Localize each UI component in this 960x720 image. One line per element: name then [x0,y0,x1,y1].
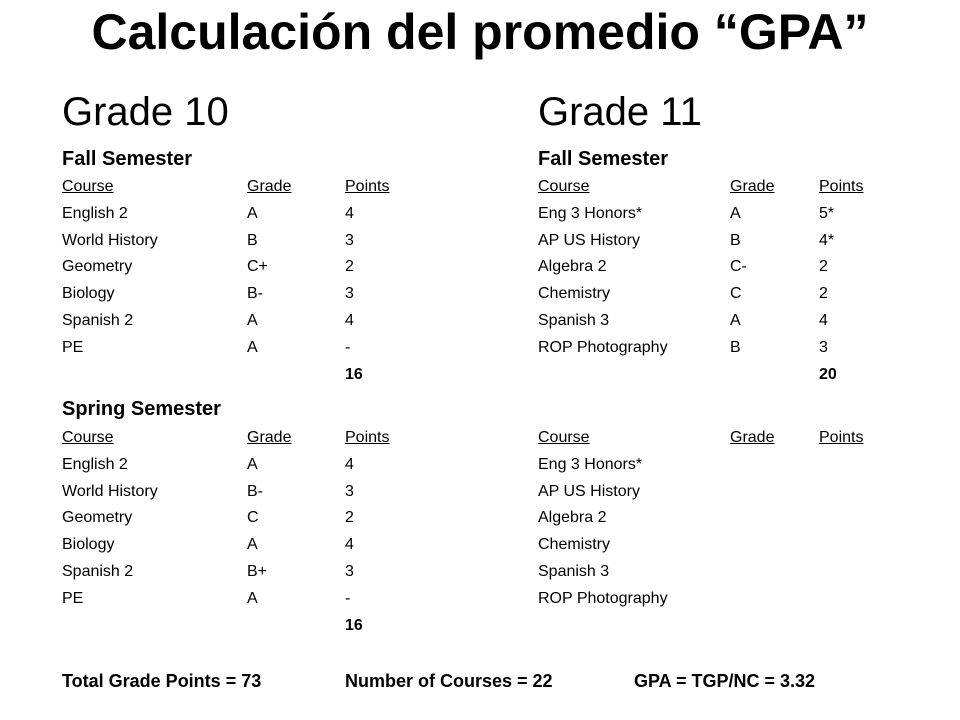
course-points: 4* [819,231,835,249]
course-grade: A [247,312,258,329]
course-column-header: Course [538,429,590,446]
course-name: Algebra 2 [538,258,607,276]
course-grade: A [247,536,258,554]
course-points: 3 [819,338,828,356]
course-grade: A [247,204,258,222]
course-name: English 2 [62,455,128,473]
course-points: 2 [819,258,828,276]
gpa-result: GPA = TGP/NC = 3.32 [634,671,816,691]
grade-10-heading: Grade 10 [62,90,229,134]
course-points: 3 [345,563,354,580]
course-name: World History [62,231,158,249]
course-grade: B- [247,482,263,500]
grade-column-header: Grade [247,178,292,195]
course-points: 3 [345,285,354,303]
course-name: Biology [62,536,115,554]
course-points: 2 [345,258,354,276]
course-points: 4 [345,204,354,222]
course-name: Biology [62,285,115,303]
course-column-header: Course [62,178,114,195]
course-grade: B [247,231,258,249]
points-total: 16 [345,365,363,383]
course-column-header: Course [538,178,590,195]
course-grade: B [730,338,741,356]
course-points: - [345,338,351,356]
points-total: 20 [819,365,837,383]
points-total: 16 [345,616,363,634]
course-name: ROP Photography [538,589,668,607]
grade-column-header: Grade [730,429,775,446]
grade-10-fall-heading: Fall Semester [62,148,193,170]
course-name: Eng 3 Honors* [538,204,643,222]
course-name: PE [62,589,84,607]
grade-column-header: Grade [730,178,775,195]
course-name: Geometry [62,509,133,527]
course-name: ROP Photography [538,338,668,356]
course-grade: A [247,455,258,473]
course-name: PE [62,338,84,356]
course-points: 2 [345,509,354,527]
course-grade: C- [730,258,747,276]
course-grade: A [247,589,258,607]
course-grade: C [247,509,259,527]
course-grade: C [730,285,742,303]
course-points: 5* [819,204,835,222]
course-name: Eng 3 Honors* [538,455,643,473]
course-name: Chemistry [538,536,611,554]
course-name: Geometry [62,258,133,276]
course-points: 4 [345,455,354,473]
course-grade: A [730,204,741,222]
grade-10-spring-heading: Spring Semester [62,398,221,420]
course-name: Spanish 3 [538,312,610,329]
course-name: Spanish 2 [62,312,134,329]
course-name: AP US History [538,482,640,500]
course-name: AP US History [538,231,640,249]
course-name: Spanish 2 [62,563,134,580]
grade-column-header: Grade [247,429,292,446]
course-grade: B+ [247,563,268,580]
course-name: World History [62,482,158,500]
course-grade: C+ [247,258,268,276]
course-points: 3 [345,231,354,249]
points-column-header: Points [819,178,864,195]
points-column-header: Points [345,429,390,446]
total-grade-points: Total Grade Points = 73 [62,671,262,691]
course-grade: B [730,231,741,249]
course-points: 2 [819,285,828,303]
course-points: 4 [819,312,828,329]
course-grade: B- [247,285,263,303]
course-name: English 2 [62,204,128,222]
points-column-header: Points [819,429,864,446]
points-column-header: Points [345,178,390,195]
grade-11-heading: Grade 11 [538,90,702,134]
course-points: 4 [345,312,354,329]
course-name: Algebra 2 [538,509,607,527]
course-column-header: Course [62,429,114,446]
course-points: 3 [345,482,354,500]
course-points: 4 [345,536,354,554]
course-grade: A [247,338,258,356]
course-points: - [345,589,351,607]
course-name: Chemistry [538,285,611,303]
grade-11-fall-heading: Fall Semester [538,148,669,170]
number-of-courses: Number of Courses = 22 [345,671,553,691]
course-name: Spanish 3 [538,563,610,580]
course-grade: A [730,312,741,329]
slide-title: Calculación del promedio “GPA” [91,4,869,60]
